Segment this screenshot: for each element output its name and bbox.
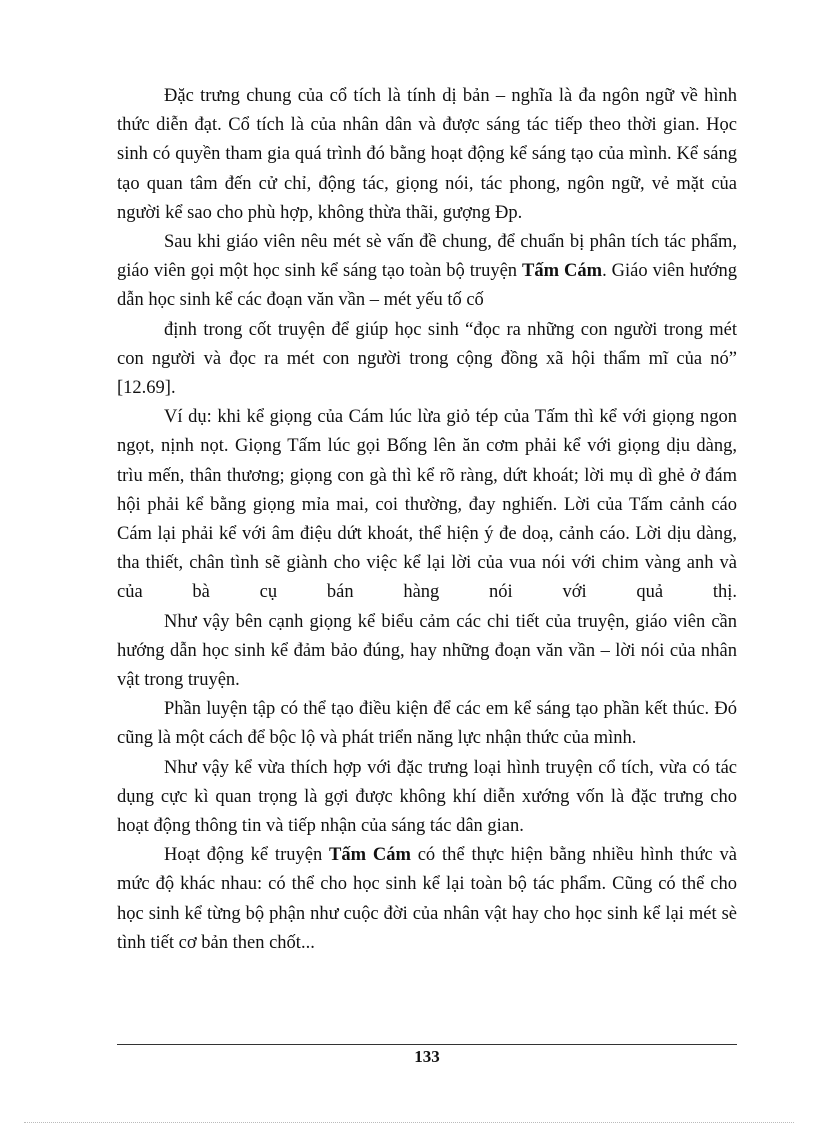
paragraph-5: Như vậy bên cạnh giọng kể biểu cảm các chi tiết của truyện, giáo viên cần hướng dẫn học sinh kể đảm bảo đúng, hay những đoạn văn vần – lời nói của nhân vật trong truyện. [117,611,737,691]
paragraph-1: Đặc trưng chung của cổ tích là tính dị bản – nghĩa là đa ngôn ngữ về hình thức diễn đạt. Cổ tích là của nhân dân và được sáng tác tiếp theo thời gian. Học sinh có quyền tham gia quá trình đó bằng hoạt động kể sáng tạo của mình. Kể sáng tạo quan tâm đến cử chỉ, động tác, giọng nói, tác phong, ngôn ngữ, vẻ mặt của người kể sao cho phù hợp, không thừa thãi, gượng Đp. [117,86,737,223]
story-title-bold: Tấm Cám [329,845,411,866]
paragraph-8 [117,841,737,958]
paragraph-2 [117,228,737,316]
footer-divider [117,1044,737,1045]
paragraph-8-text-a: Hoạt động kể truyện [164,845,330,866]
page-number: 133 [414,1047,440,1066]
document-body [117,82,737,958]
paragraph-8-text-b: có thể thực hiện bằng nhiều hình thức và mức độ khác nhau: có thể cho học sinh kể lại toàn bộ tác phẩm. Cũng có thể cho học sinh kể từng bộ phận như cuộc đời của nhân vật hay cho học sinh kể lại mét sè tình tiết cơ bản then chốt... [117,845,737,953]
paragraph-6: Phần luyện tập có thể tạo điều kiện để các em kể sáng tạo phần kết thúc. Đó cũng là một cách để bộc lộ và phát triển năng lực nhận thức của mình. [117,699,737,749]
story-title-bold: Tấm Cám [522,261,603,282]
paragraph-2-text-b: . Giáo viên hướng dẫn học sinh kể các đoạn văn vần – mét yếu tố cố [117,261,738,311]
paragraph-2-text-a: Sau khi giáo viên nêu mét sè vấn đề chung, để chuẩn bị phân tích tác phẩm, giáo viên gọi một học sinh kể sáng tạo toàn bộ truyện [117,232,737,282]
paragraph-7: Như vậy kể vừa thích hợp với đặc trưng loại hình truyện cổ tích, vừa có tác dụng cực kì quan trọng là gợi được không khí diễn xướng vốn là đặc trưng cho hoạt động thông tin và tiếp nhận của sáng tác dân gian. [117,757,737,837]
paragraph-4: Ví dụ: khi kể giọng của Cám lúc lừa giỏ tép của Tấm thì kể với giọng ngon ngọt, nịnh nọt. Giọng Tấm lúc gọi Bống lên ăn cơm phải kể với giọng dịu dàng, trìu mến, thân thương; giọng con gà thì kể rõ ràng, dứt khoát; lời mụ dì ghẻ ở đám hội phải kể bằng giọng mỉa mai, coi thường, đay nghiến. Lời của Tấm cảnh cáo Cám lại phải kể với âm điệu dứt khoát, thể hiện ý đe doạ, cảnh cáo. Lời dịu dàng, tha thiết, chân tình sẽ giành cho việc kể lại lời của vua nói với chim vàng anh và của bà cụ bán hàng nói với quả thị. [117,407,737,603]
paragraph-3: định trong cốt truyện để giúp học sinh “đọc ra những con người trong mét con người và đọc ra mét con người trong cộng đồng xã hội thẩm mĩ của nó” [12.69]. [117,319,737,399]
